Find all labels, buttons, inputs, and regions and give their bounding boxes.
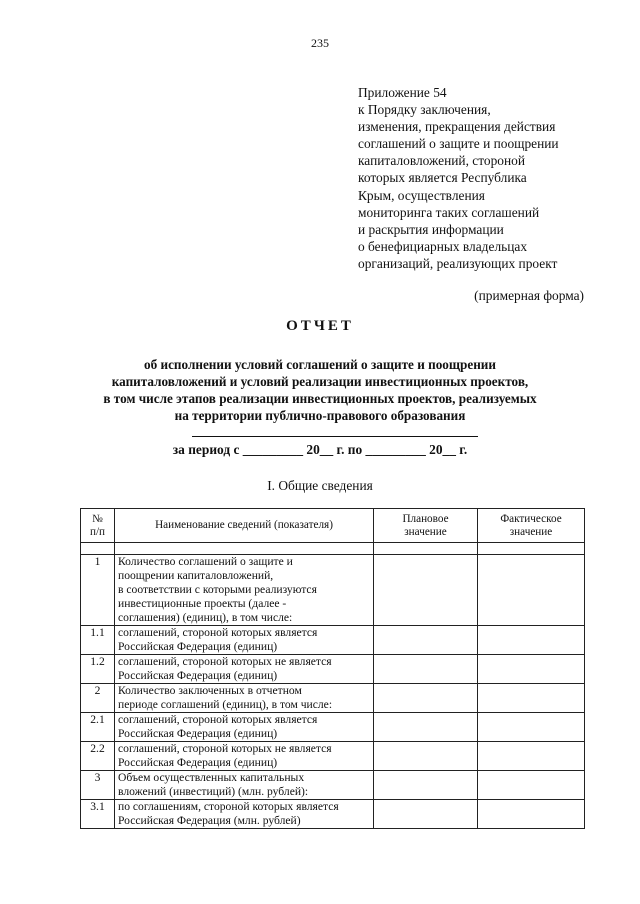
row-name: Количество соглашений о защите и поощрении капиталовложений, в соответствии с которыми реализуются инвестиционные проекты (далее - соглашения) (единиц), в том числе:	[115, 555, 374, 626]
entity-name-line	[192, 436, 478, 437]
appendix-line: организаций, реализующих проект	[358, 255, 558, 271]
table-row	[81, 800, 585, 829]
row-name: по соглашениям, стороной которых является Российская Федерация (млн. рублей)	[115, 800, 374, 829]
appendix-block	[358, 84, 559, 272]
report-subtitle	[0, 356, 640, 424]
actual-value-cell	[478, 655, 585, 684]
report-title: ОТЧЕТ	[286, 318, 354, 334]
row-name: соглашений, стороной которых не является Российская Федерация (единиц)	[115, 655, 374, 684]
table-row	[81, 555, 585, 626]
appendix-line: изменения, прекращения действия	[358, 119, 556, 135]
header-num: № п/п	[81, 509, 115, 543]
page-number: 235	[311, 36, 329, 50]
row-number: 2	[81, 684, 115, 713]
header-actual: Фактическое значение	[478, 509, 585, 543]
table-row	[81, 713, 585, 742]
table-spacer-row	[81, 543, 585, 555]
planned-value-cell	[374, 742, 478, 771]
appendix-line: мониторинга таких соглашений	[358, 204, 540, 220]
actual-value-cell	[478, 771, 585, 800]
row-number: 2.2	[81, 742, 115, 771]
row-number: 1.1	[81, 626, 115, 655]
report-period: за период с _________ 20__ г. по _________ 20__ г.	[172, 442, 468, 457]
header-name: Наименование сведений (показателя)	[115, 509, 374, 543]
appendix-line: которых является Республика	[358, 170, 527, 186]
planned-value-cell	[374, 771, 478, 800]
appendix-line: Крым, осуществления	[358, 187, 485, 203]
row-name: Количество заключенных в отчетном периоде соглашений (единиц), в том числе:	[115, 684, 374, 713]
planned-value-cell	[374, 655, 478, 684]
planned-value-cell	[374, 555, 478, 626]
general-info-table	[80, 508, 585, 829]
actual-value-cell	[478, 800, 585, 829]
planned-value-cell	[374, 800, 478, 829]
row-name: соглашений, стороной которых не является Российская Федерация (единиц)	[115, 742, 374, 771]
table-row	[81, 655, 585, 684]
actual-value-cell	[478, 555, 585, 626]
row-name: соглашений, стороной которых является Российская Федерация (единиц)	[115, 626, 374, 655]
appendix-line: к Порядку заключения,	[358, 102, 491, 118]
appendix-line: и раскрытия информации	[358, 221, 504, 237]
appendix-line: о бенефициарных владельцах	[358, 238, 528, 254]
row-name: соглашений, стороной которых является Российская Федерация (единиц)	[115, 713, 374, 742]
row-number: 3	[81, 771, 115, 800]
actual-value-cell	[478, 626, 585, 655]
appendix-line: Приложение 54	[358, 85, 447, 100]
table-row	[81, 742, 585, 771]
subtitle-line: об исполнении условий соглашений о защите и поощрении	[144, 357, 496, 372]
table-row	[81, 771, 585, 800]
form-note: (примерная форма)	[474, 288, 584, 303]
table-row	[81, 626, 585, 655]
actual-value-cell	[478, 713, 585, 742]
section-title: I. Общие сведения	[267, 478, 373, 493]
actual-value-cell	[478, 742, 585, 771]
subtitle-line: на территории публично-правового образования	[174, 408, 466, 423]
row-number: 1.2	[81, 655, 115, 684]
actual-value-cell	[478, 684, 585, 713]
table-row	[81, 684, 585, 713]
row-name: Объем осуществленных капитальных вложений (инвестиций) (млн. рублей):	[115, 771, 374, 800]
header-planned: Плановое значение	[374, 509, 478, 543]
subtitle-line: капиталовложений и условий реализации инвестиционных проектов,	[111, 374, 529, 389]
table-header-row	[81, 509, 585, 543]
appendix-line: соглашений о защите и поощрении	[358, 136, 559, 152]
row-number: 2.1	[81, 713, 115, 742]
planned-value-cell	[374, 713, 478, 742]
appendix-line: капиталовложений, стороной	[358, 153, 525, 169]
row-number: 1	[81, 555, 115, 626]
planned-value-cell	[374, 626, 478, 655]
row-number: 3.1	[81, 800, 115, 829]
planned-value-cell	[374, 684, 478, 713]
subtitle-line: в том числе этапов реализации инвестиционных проектов, реализуемых	[103, 391, 537, 406]
